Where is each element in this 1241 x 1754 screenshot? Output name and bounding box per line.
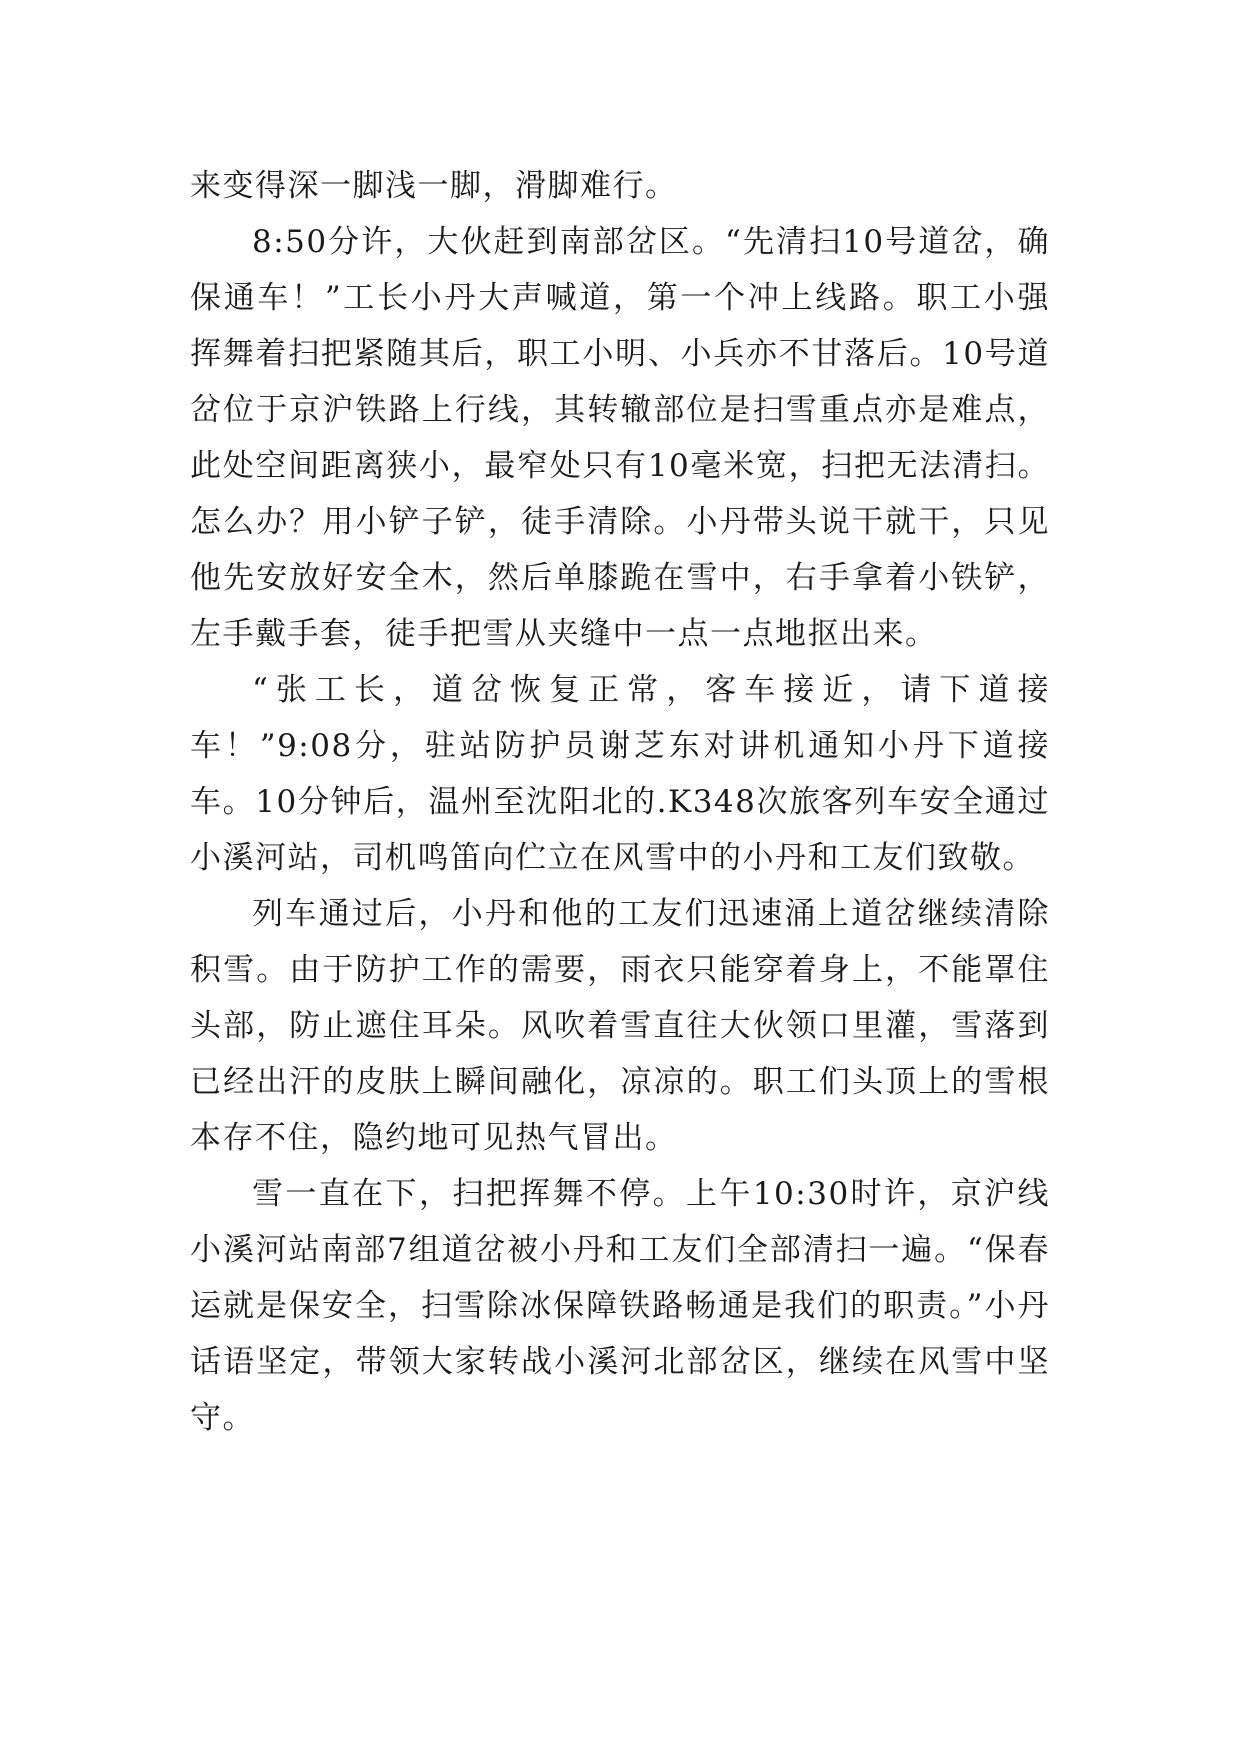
article-body bbox=[190, 158, 1050, 1446]
paragraph-after-train: 列车通过后，小丹和他的工友们迅速涌上道岔继续清除积雪。由于防护工作的需要，雨衣只能穿着身上，不能罩住头部，防止遮住耳朵。风吹着雪直往大伙领口里灌，雪落到已经出汗的皮肤上瞬间融化，凉凉的。职工们头顶上的雪根本存不住，隐约地可见热气冒出。 bbox=[190, 896, 1050, 1156]
paragraph-snow-continues: 雪一直在下，扫把挥舞不停。上午10:30时许，京沪线小溪河站南部7组道岔被小丹和工友们全部清扫一遍。“保春运就是保安全，扫雪除冰保障铁路畅通是我们的职责。”小丹话语坚定，带领大家转战小溪河北部岔区，继续在风雪中坚守。 bbox=[190, 1176, 1050, 1436]
paragraph-continuation: 来变得深一脚浅一脚，滑脚难行。 bbox=[190, 168, 678, 204]
paragraph-clearing-switch-10: 8:50分许，大伙赶到南部岔区。“先清扫10号道岔，确保通车！”工长小丹大声喊道，第一个冲上线路。职工小强挥舞着扫把紧随其后，职工小明、小兵亦不甘落后。10号道岔位于京沪铁路上行线，其转辙部位是扫雪重点亦是难点，此处空间距离狭小，最窄处只有10毫米宽，扫把无法清扫。怎么办？用小铲子铲，徒手清除。小丹带头说干就干，只见他先安放好安全木，然后单膝跪在雪中，右手拿着小铁铲，左手戴手套，徒手把雪从夹缝中一点一点地抠出来。 bbox=[190, 224, 1050, 652]
paragraph-train-passing: “张工长，道岔恢复正常，客车接近，请下道接车！”9:08分，驻站防护员谢芝东对讲机通知小丹下道接车。10分钟后，温州至沈阳北的.K348次旅客列车安全通过小溪河站，司机鸣笛向伫立在风雪中的小丹和工友们致敬。 bbox=[190, 672, 1050, 876]
